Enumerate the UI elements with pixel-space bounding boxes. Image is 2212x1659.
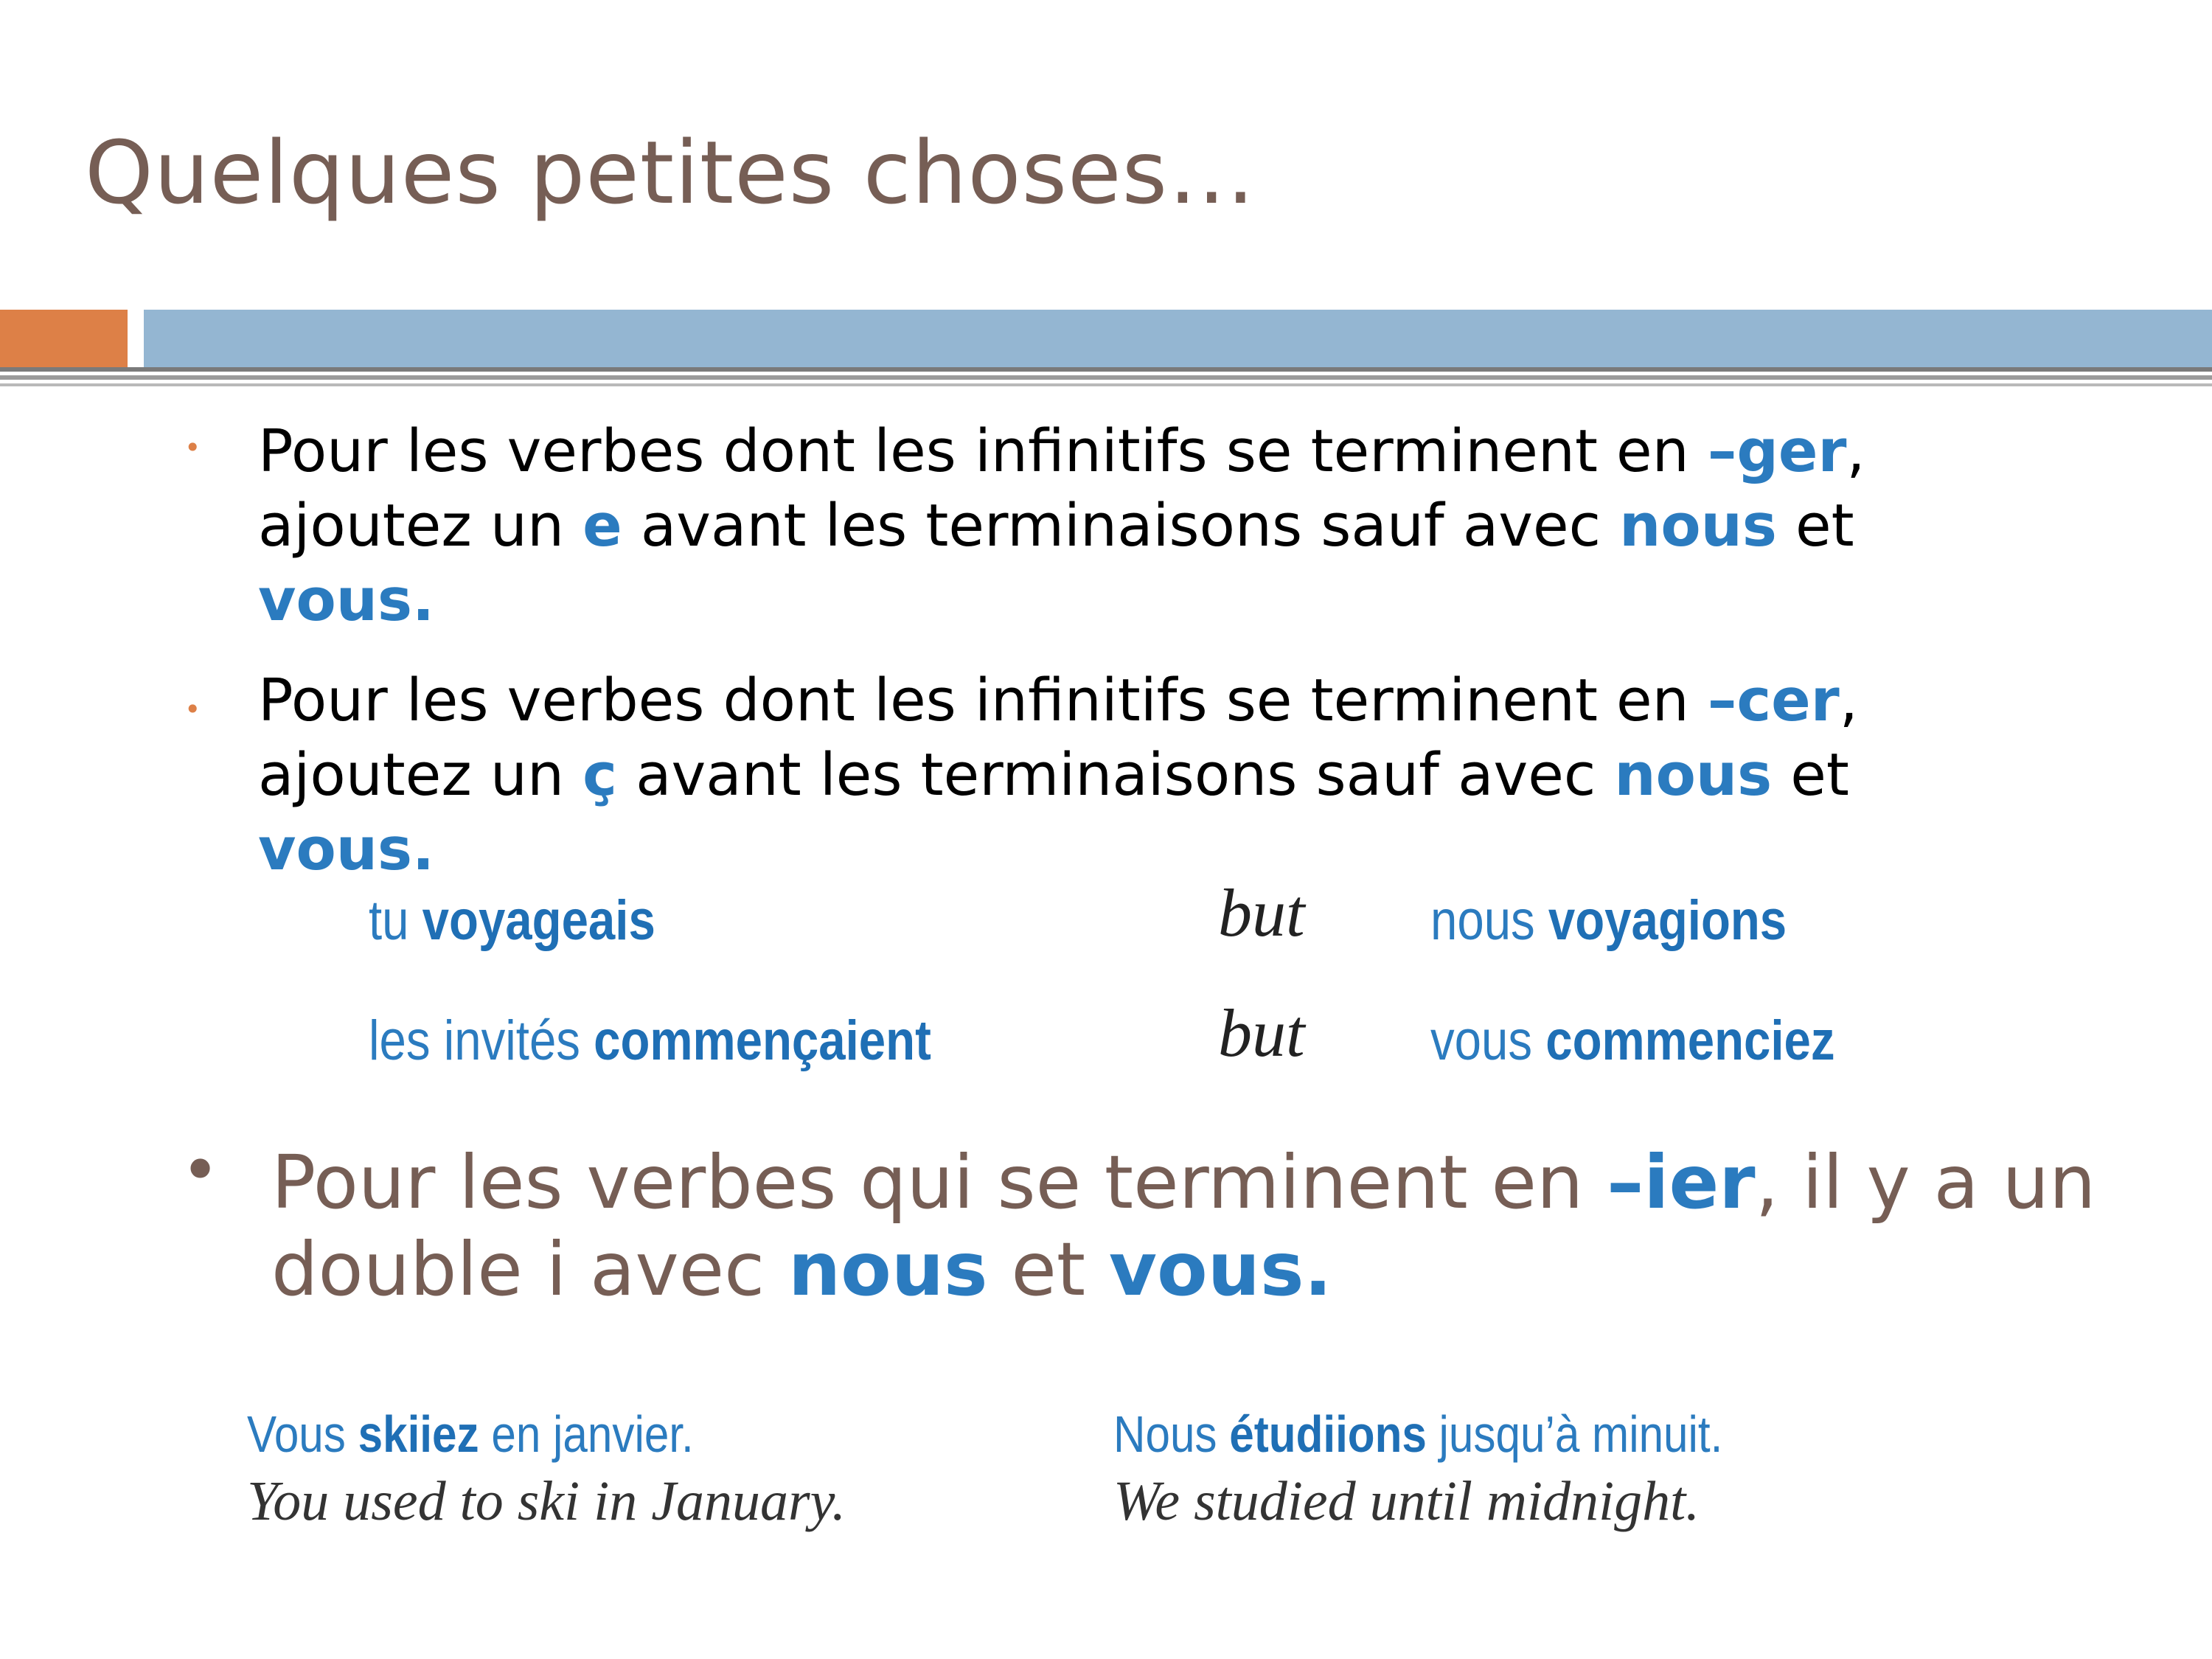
divider-rule [0,367,2212,372]
example-etudiions [1113,1405,1822,1534]
text: les invités [369,1009,594,1072]
but-label: but [1218,995,1305,1071]
example-commenciez [1430,1009,1835,1073]
example-commencaient [369,1009,931,1073]
bullet-marker: • [184,431,201,464]
verb: voyagions [1548,889,1787,952]
text: en janvier. [479,1405,694,1463]
text: Pour les verbes qui se terminent en [271,1139,1607,1225]
bullet-ier-rule [271,1139,2115,1313]
text: , ajoutez un [258,417,1865,560]
text: vous [1430,1009,1546,1072]
verb-ending: aient [818,1009,931,1072]
example-skiiez [247,1405,846,1534]
pronoun-nous: nous [787,1226,988,1312]
text: Pour les verbes dont les infinitifs se terminent en [258,667,1708,734]
ending-cer: –cer [1707,667,1840,734]
text: , il y a un double i avec [271,1139,2096,1312]
but-label: but [1218,875,1305,950]
text: Pour les verbes dont les infinitifs se terminent en [258,417,1708,485]
french-sentence [247,1405,762,1464]
english-translation: We studied until midnight. [1113,1470,1700,1532]
text: et [987,1226,1109,1312]
ending-ger: –ger [1707,417,1847,485]
text: et [1776,492,1854,560]
added-letter-c-cedilla: ç [582,741,618,809]
text: , ajoutez un [258,667,1858,809]
added-letter: e [561,889,588,952]
text: avant les terminaisons sauf avec [622,492,1620,560]
pronoun-vous: vous. [258,815,435,877]
example-voyagions [1430,888,1787,953]
text: jusqu’à minuit. [1426,1405,1723,1463]
bullet-cer-rule [258,664,2028,877]
slide-title: Quelques petites choses… [85,122,1256,223]
pronoun-nous: nous [1619,492,1777,560]
pronoun-vous: vous. [258,566,435,634]
verb-ending: ais [588,889,655,952]
added-letter: ç [791,1009,819,1072]
added-letter-e: e [582,492,622,560]
french-sentence [1113,1405,1722,1464]
verb: skiiez [358,1405,479,1463]
text: nous [1430,889,1548,952]
text: tu [369,889,422,952]
verb: étudiions [1229,1405,1427,1463]
english-translation: You used to ski in January. [247,1470,846,1532]
accent-bar-blue [144,310,2212,367]
text: Vous [247,1405,358,1463]
text: et [1772,741,1849,809]
verb-stem: voyag [422,889,562,952]
pronoun-nous: nous [1614,741,1773,809]
conjugation-examples [369,875,1991,1095]
verb-stem: commen [594,1009,792,1072]
verb: commenciez [1545,1009,1835,1072]
pronoun-vous: vous. [1108,1226,1332,1312]
divider-rule [0,383,2212,386]
example-voyageais [369,888,655,953]
bullet-ger-rule [258,414,2028,638]
ending-ier: –ier [1607,1139,1756,1225]
text: Nous [1113,1405,1230,1463]
divider-rule [0,375,2212,380]
bullet-marker: • [184,693,201,726]
bullet-cer-rule-clip [258,664,2028,877]
bullet-marker: • [181,1132,220,1209]
text: avant les terminaisons sauf avec [617,741,1615,809]
accent-bar-orange [0,310,128,367]
